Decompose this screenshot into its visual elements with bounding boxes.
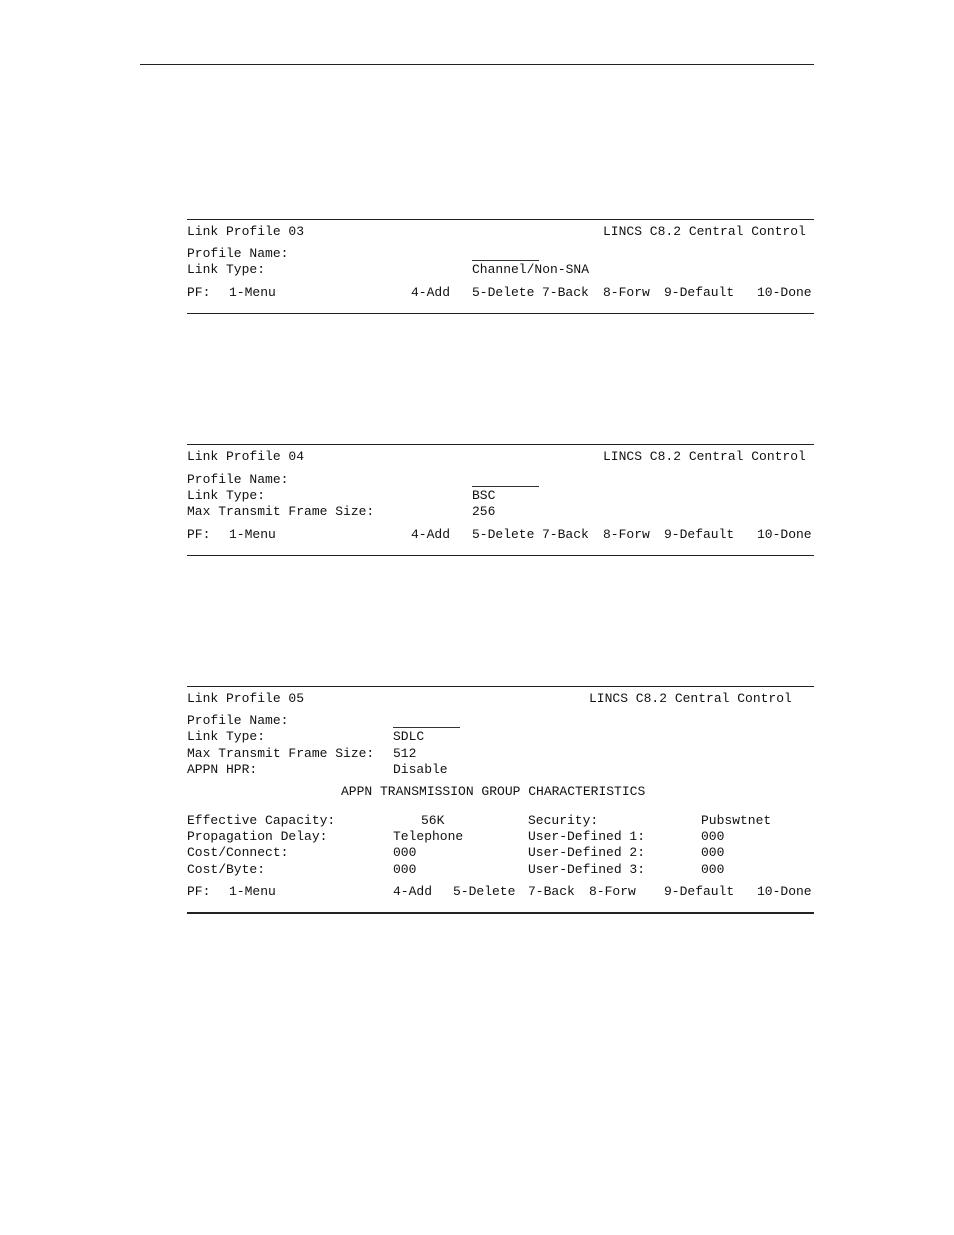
screen-top-rule bbox=[187, 219, 814, 220]
user-defined-3-value[interactable]: 000 bbox=[701, 862, 725, 877]
link-type-value[interactable]: SDLC bbox=[393, 729, 425, 744]
propagation-delay-value[interactable]: Telephone bbox=[393, 829, 464, 844]
screen-bottom-rule bbox=[187, 313, 814, 314]
pf-back-key[interactable]: 7-Back bbox=[542, 527, 589, 542]
pf-default-key[interactable]: 9-Default bbox=[664, 527, 735, 542]
user-defined-2-label: User-Defined 2: bbox=[528, 845, 646, 860]
user-defined-2-value[interactable]: 000 bbox=[701, 845, 725, 860]
link-type-label: Link Type: bbox=[187, 262, 266, 277]
pf-menu-key[interactable]: 1-Menu bbox=[229, 884, 276, 899]
pf-default-key[interactable]: 9-Default bbox=[664, 884, 735, 899]
pf-done-key[interactable]: 10-Done bbox=[757, 285, 812, 300]
effective-capacity-label: Effective Capacity: bbox=[187, 813, 336, 828]
pf-label: PF: bbox=[187, 884, 211, 899]
pf-delete-key[interactable]: 5-Delete bbox=[472, 527, 535, 542]
product-title: LINCS C8.2 Central Control bbox=[603, 224, 806, 239]
pf-delete-key[interactable]: 5-Delete bbox=[472, 285, 535, 300]
link-type-label: Link Type: bbox=[187, 729, 266, 744]
tg-characteristics-heading: APPN TRANSMISSION GROUP CHARACTERISTICS bbox=[341, 784, 646, 799]
user-defined-1-value[interactable]: 000 bbox=[701, 829, 725, 844]
cost-byte-label: Cost/Byte: bbox=[187, 862, 266, 877]
pf-done-key[interactable]: 10-Done bbox=[757, 527, 812, 542]
pf-label: PF: bbox=[187, 527, 211, 542]
page-header-rule bbox=[140, 64, 814, 65]
profile-name-label: Profile Name: bbox=[187, 246, 289, 261]
max-frame-size-label: Max Transmit Frame Size: bbox=[187, 504, 375, 519]
pf-add-key[interactable]: 4-Add bbox=[411, 285, 451, 300]
user-defined-1-label: User-Defined 1: bbox=[528, 829, 646, 844]
screen-top-rule bbox=[187, 444, 814, 445]
appn-hpr-label: APPN HPR: bbox=[187, 762, 258, 777]
screen-title: Link Profile 03 bbox=[187, 224, 305, 239]
pf-label: PF: bbox=[187, 285, 211, 300]
pf-back-key[interactable]: 7-Back bbox=[528, 884, 575, 899]
profile-name-field[interactable] bbox=[472, 486, 539, 487]
cost-connect-label: Cost/Connect: bbox=[187, 845, 289, 860]
pf-menu-key[interactable]: 1-Menu bbox=[229, 285, 276, 300]
screen-title: Link Profile 04 bbox=[187, 449, 305, 464]
security-label: Security: bbox=[528, 813, 599, 828]
link-type-label: Link Type: bbox=[187, 488, 266, 503]
pf-add-key[interactable]: 4-Add bbox=[393, 884, 433, 899]
pf-forw-key[interactable]: 8-Forw bbox=[589, 884, 636, 899]
pf-back-key[interactable]: 7-Back bbox=[542, 285, 589, 300]
profile-name-field[interactable] bbox=[472, 260, 539, 261]
link-type-value[interactable]: BSC bbox=[472, 488, 496, 503]
effective-capacity-value[interactable]: 56K bbox=[421, 813, 445, 828]
screen-bottom-rule bbox=[187, 912, 814, 914]
pf-menu-key[interactable]: 1-Menu bbox=[229, 527, 276, 542]
screen-top-rule bbox=[187, 686, 814, 687]
product-title: LINCS C8.2 Central Control bbox=[603, 449, 806, 464]
user-defined-3-label: User-Defined 3: bbox=[528, 862, 646, 877]
profile-name-field[interactable] bbox=[393, 727, 460, 728]
pf-forw-key[interactable]: 8-Forw bbox=[603, 285, 650, 300]
profile-name-label: Profile Name: bbox=[187, 472, 289, 487]
max-frame-size-value[interactable]: 256 bbox=[472, 504, 496, 519]
cost-byte-value[interactable]: 000 bbox=[393, 862, 417, 877]
max-frame-size-label: Max Transmit Frame Size: bbox=[187, 746, 375, 761]
propagation-delay-label: Propagation Delay: bbox=[187, 829, 328, 844]
cost-connect-value[interactable]: 000 bbox=[393, 845, 417, 860]
security-value[interactable]: Pubswtnet bbox=[701, 813, 772, 828]
link-type-value[interactable]: Channel/Non-SNA bbox=[472, 262, 590, 277]
pf-default-key[interactable]: 9-Default bbox=[664, 285, 735, 300]
screen-title: Link Profile 05 bbox=[187, 691, 305, 706]
pf-forw-key[interactable]: 8-Forw bbox=[603, 527, 650, 542]
product-title: LINCS C8.2 Central Control bbox=[589, 691, 792, 706]
profile-name-label: Profile Name: bbox=[187, 713, 289, 728]
pf-add-key[interactable]: 4-Add bbox=[411, 527, 451, 542]
pf-done-key[interactable]: 10-Done bbox=[757, 884, 812, 899]
max-frame-size-value[interactable]: 512 bbox=[393, 746, 417, 761]
screen-bottom-rule bbox=[187, 555, 814, 556]
pf-delete-key[interactable]: 5-Delete bbox=[453, 884, 516, 899]
appn-hpr-value[interactable]: Disable bbox=[393, 762, 448, 777]
